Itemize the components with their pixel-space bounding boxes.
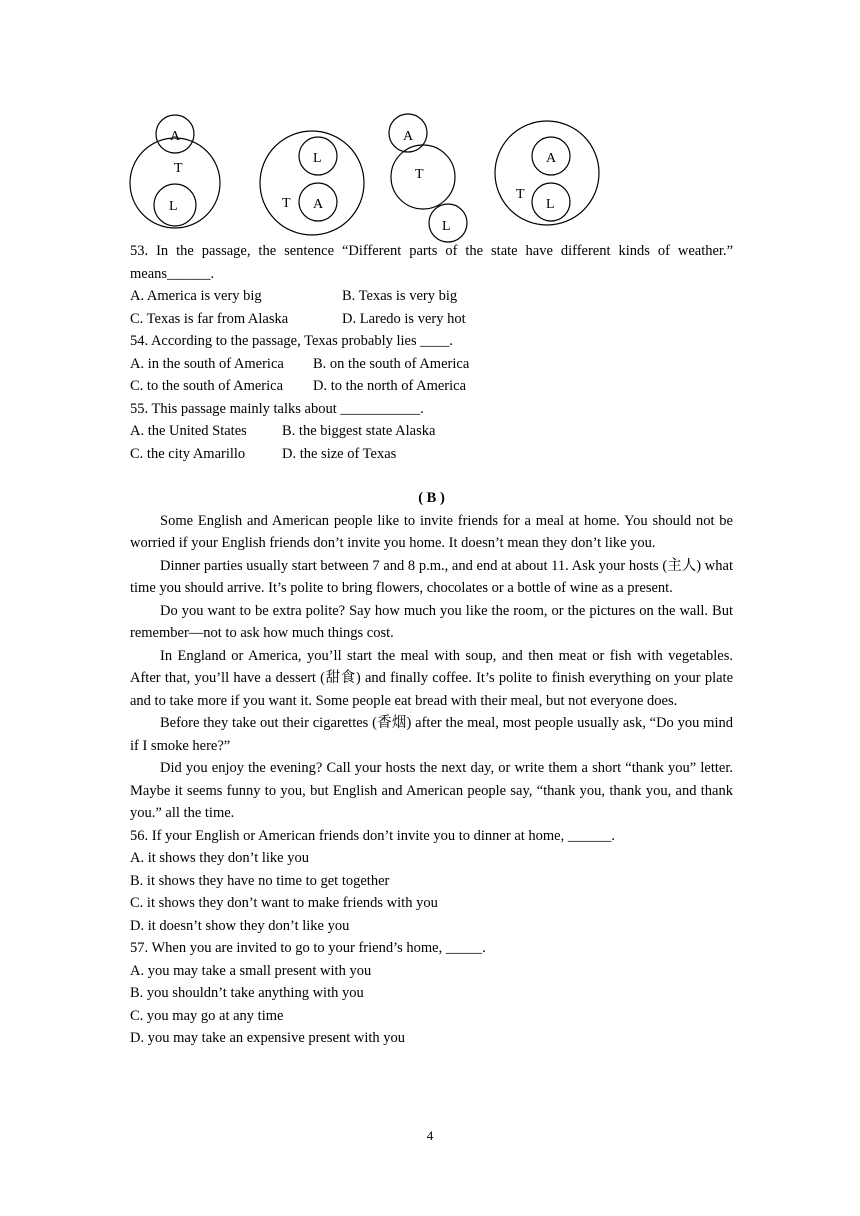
diagram4-label-a: A [546,151,557,166]
q54-stem: 54. According to the passage, Texas probably lies ____. [130,333,453,349]
diagram1-label-l: L [169,199,178,214]
q54-option-b: B. on the south of America [313,355,470,372]
q56-option-d: D. it doesn’t show they don’t like you [130,917,350,934]
q57-stem: 57. When you are invited to go to your friend’s home, _____. [130,940,486,956]
diagram1-label-t: T [174,161,183,176]
diagram2-label-l: L [313,151,322,166]
venn-diagrams [120,110,620,245]
q55-option-a: A. the United States [130,423,247,439]
q55-option-c: C. the city Amarillo [130,445,246,462]
q54-option-c: C. to the south of America [130,378,284,394]
q56-option-a: A. it shows they don’t like you [130,850,309,866]
passage-paragraph-6: Did you enjoy the evening? Call your hosts the next day, or write them a short “thank you” letter. Maybe it seems funny to you, but English and American people say, “thank you, thank you, and thank you.” all the time. [130,760,733,821]
passage-paragraph-3: Do you want to be extra polite? Say how much you like the room, or the pictures on the wall. But remember—not to ask how much things cost. [130,602,733,641]
diagram2-label-t: T [282,196,291,211]
page-number: 4 [426,1128,434,1143]
q53-option-d: D. Laredo is very hot [342,310,466,327]
q56-stem: 56. If your English or American friends don’t invite you to dinner at home, ______. [130,827,615,844]
q53-option-c: C. Texas is far from Alaska [130,310,289,327]
section-b-title: ( B ) [418,490,445,506]
q57-option-d: D. you may take an expensive present with you [130,1030,406,1046]
q55-stem: 55. This passage mainly talks about ___________. [130,400,424,417]
q54-option-d: D. to the north of America [313,378,467,394]
diagram2-label-a: A [313,197,324,212]
q55-options-row2 [130,443,733,466]
q57-option-b: B. you shouldn’t take anything with you [130,985,364,1001]
diagram3-label-a: A [403,129,414,144]
q55-option-b: B. the biggest state Alaska [282,423,436,439]
diagram3-label-l: L [442,219,451,234]
q53-option-a: A. America is very big [130,288,262,304]
q53-options-row1 [130,285,733,308]
q57-option-a: A. you may take a small present with you [130,962,372,979]
diagram1-label-a: A [170,129,181,144]
passage-paragraph-4: In England or America, you’ll start the meal with soup, and then meat or fish with vegetables. After that, you’ll have a dessert (甜食) and finally coffee. It’s polite to finish everything on your plate and to take more if you want it. Some people eat bread with their meal, but not everyone does. [130,647,733,709]
q54-options-row1 [130,353,733,376]
diagram1-circle-t [130,138,220,228]
q54-option-a: A. in the south of America [130,355,284,372]
diagram4-label-l: L [546,197,555,212]
passage-paragraph-2: Dinner parties usually start between 7 and 8 p.m., and end at about 11. Ask your hosts (主人) what time you should arrive. It’s polite to bring flowers, chocolates or a bottle of wine as a present. [130,557,733,596]
q53-option-b: B. Texas is very big [342,288,458,304]
q53-options-row2 [130,308,733,331]
q55-options-row1 [130,420,733,443]
q56-option-b: B. it shows they have no time to get together [130,872,390,889]
passage-paragraph-1: Some English and American people like to invite friends for a meal at home. You should not be worried if your English friends don’t invite you home. It doesn’t mean they don’t like you. [130,512,733,551]
diagram4-label-t: T [516,187,525,202]
q55-option-d: D. the size of Texas [282,445,397,462]
page-body [130,240,733,1050]
diagram3-label-t: T [415,167,424,182]
passage-paragraph-5: Before they take out their cigarettes (香烟) after the meal, most people usually ask, “Do you mind if I smoke here?” [130,715,733,754]
q54-options-row2 [130,375,733,398]
q57-option-c: C. you may go at any time [130,1007,284,1024]
q53-stem: 53. In the passage, the sentence “Different parts of the state have different kinds of weather.” [130,243,733,259]
q53-stem-cont: means______. [130,265,215,282]
q56-option-c: C. it shows they don’t want to make friends with you [130,895,438,911]
